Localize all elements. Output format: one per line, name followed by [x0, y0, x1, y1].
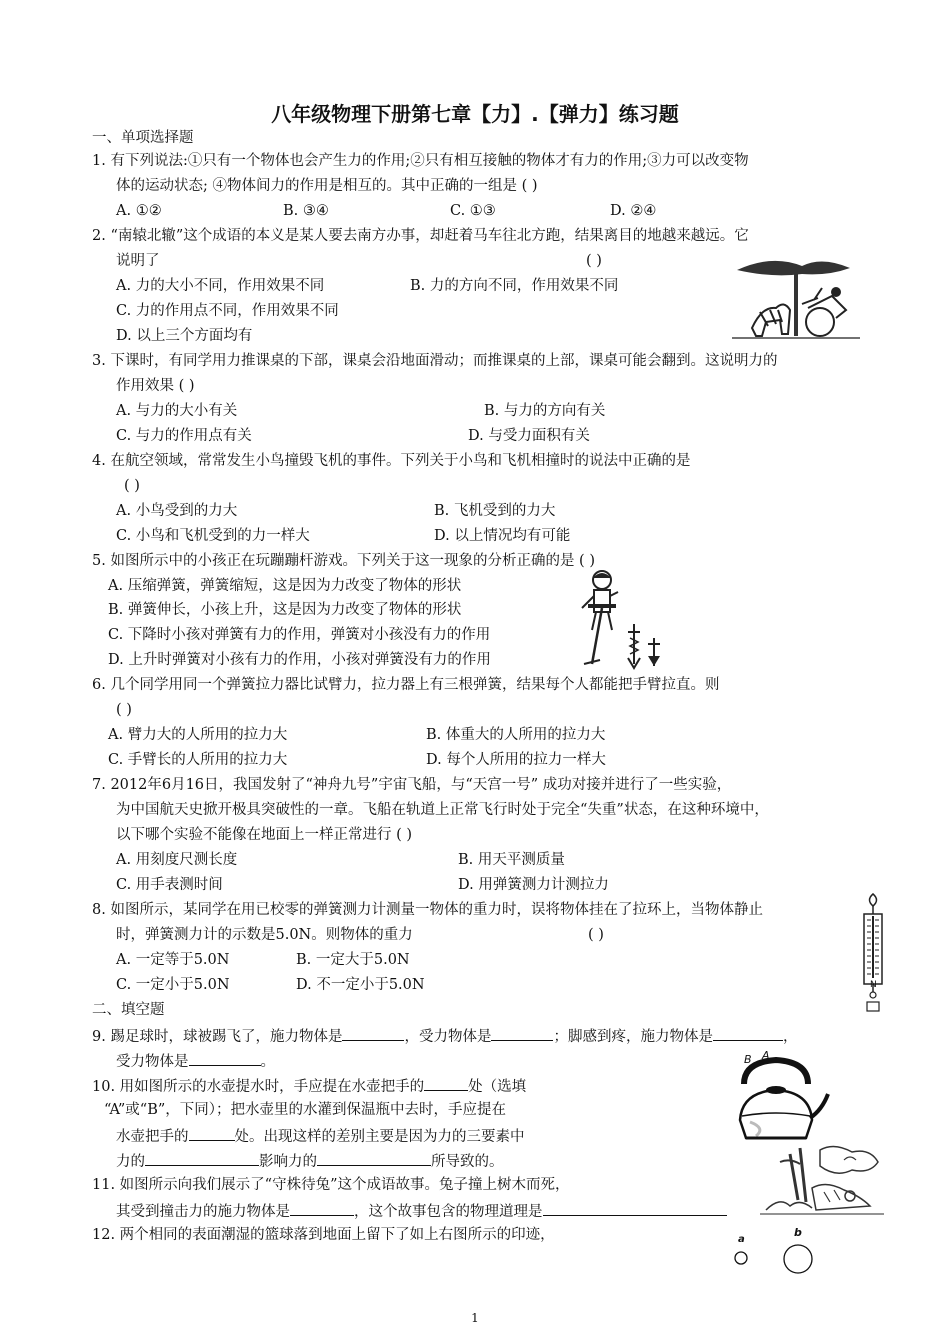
question-5-option-a: A. 压缩弹簧，弹簧缩短，这是因为力改变了物体的形状: [108, 578, 462, 594]
question-9-text-3: ；脚感到疼，施力物体是: [553, 1029, 713, 1045]
question-2-option-a: A. 力的大小不同，作用效果不同: [116, 278, 325, 294]
question-10-line-4: [116, 1150, 504, 1172]
question-9-text-4: ，: [782, 1029, 798, 1045]
question-5-option-b: B. 弹簧伸长，小孩上升，这是因为力改变了物体的形状: [108, 602, 462, 618]
question-3-option-c: C. 与力的作用点有关: [116, 428, 252, 444]
question-10-text-1: 10. 用如图所示的水壶提水时，手应提在水壶把手的: [92, 1079, 425, 1095]
question-7-line-3: 以下哪个实验不能像在地面上一样正常进行 ( ): [116, 827, 413, 843]
question-11-text-3: ，这个故事包含的物理道理是: [354, 1204, 543, 1220]
question-9-line-1: [92, 1025, 797, 1047]
kettle-label-b: B: [744, 1053, 752, 1066]
spring-scale-unit-label: N: [870, 980, 877, 990]
ball-label-a: a: [738, 1234, 745, 1245]
section-heading-fill: 二、填空题: [92, 1002, 165, 1018]
question-8-line-2: 时，弹簧测力计的示数是5.0N。则物体的重力: [116, 927, 413, 943]
question-8-option-a: A. 一定等于5.0N: [116, 952, 230, 968]
ball-label-b: b: [794, 1226, 802, 1239]
question-8-option-c: C. 一定小于5.0N: [116, 977, 230, 993]
blank-10-4[interactable]: [317, 1150, 431, 1166]
question-4-option-d: D. 以上情况均有可能: [434, 528, 571, 544]
question-7-option-a: A. 用刻度尺测长度: [116, 852, 238, 868]
blank-9-2[interactable]: [491, 1025, 553, 1041]
question-6-option-c: C. 手臂长的人所用的拉力大: [108, 752, 288, 768]
question-6-option-a: A. 臂力大的人所用的拉力大: [108, 727, 288, 743]
kettle-label-a: A: [762, 1049, 770, 1062]
question-3-option-b: B. 与力的方向有关: [484, 403, 606, 419]
question-9-text-2: ，受力物体是: [404, 1029, 492, 1045]
question-6-answer-paren: ( ): [116, 702, 132, 718]
blank-11-1[interactable]: [290, 1200, 354, 1216]
question-11-line-1: 11. 如图所示向我们展示了“守株待兔”这个成语故事。兔子撞上树木而死，: [92, 1177, 570, 1193]
question-11-line-2: [116, 1200, 727, 1222]
question-9-text-5: 受力物体是: [116, 1054, 189, 1070]
question-4-option-a: A. 小鸟受到的力大: [116, 503, 238, 519]
blank-9-1[interactable]: [342, 1025, 404, 1041]
question-3-line-1: 3. 下课时，有同学用力推课桌的下部，课桌会沿地面滑动；而推课桌的上部，课桌可能会翻到。这说明力的: [92, 353, 778, 369]
question-7-option-c: C. 用手表测时间: [116, 877, 223, 893]
question-10-text-7: 影响力的: [259, 1154, 317, 1170]
question-6-option-b: B. 体重大的人所用的拉力大: [426, 727, 606, 743]
question-1-option-d: D. ②④: [610, 203, 657, 219]
blank-9-4[interactable]: [189, 1050, 261, 1066]
question-9-text-1: 9. 踢足球时，球被踢飞了，施力物体是: [92, 1029, 343, 1045]
question-8-line-1: 8. 如图所示，某同学在用已校零的弹簧测力计测量一物体的重力时，误将物体挂在了拉环上，当物体静止: [92, 902, 763, 918]
question-5-line-1: 5. 如图所示中的小孩正在玩蹦蹦杆游戏。下列关于这一现象的分析正确的是 ( ): [92, 553, 595, 569]
pogo-stick-illustration: [578, 568, 668, 670]
question-8-answer-paren: ( ): [588, 927, 604, 943]
question-3-option-a: A. 与力的大小有关: [116, 403, 238, 419]
question-9-text-6: 。: [260, 1054, 275, 1070]
question-2-option-d: D. 以上三个方面均有: [116, 328, 253, 344]
question-12-line-1: 12. 两个相同的表面潮湿的篮球落到地面上留下了如上右图所示的印迹，: [92, 1227, 555, 1243]
question-10-text-5: 处。出现这样的差别主要是因为力的三要素中: [234, 1129, 525, 1145]
question-7-option-d: D. 用弹簧测力计测拉力: [458, 877, 609, 893]
question-8-option-b: B. 一定大于5.0N: [296, 952, 410, 968]
blank-10-2[interactable]: [189, 1125, 235, 1141]
question-10-text-4: 水壶把手的: [116, 1129, 189, 1145]
page-title: 八年级物理下册第七章【力】.【弹力】练习题: [271, 102, 679, 126]
question-11-text-2: 其受到撞击力的施力物体是: [116, 1204, 290, 1220]
blank-10-1[interactable]: [424, 1075, 468, 1091]
question-9-line-2: [116, 1050, 275, 1072]
blank-11-2[interactable]: [543, 1200, 727, 1216]
question-6-line-1: 6. 几个同学用同一个弹簧拉力器比试臂力，拉力器上有三根弹簧，结果每个人都能把手臂拉直。则: [92, 677, 720, 693]
question-10-line-2: “A”或“B”，下同）；把水壶里的水灌到保温瓶中去时，手应提在: [104, 1102, 507, 1118]
section-heading-choice: 一、单项选择题: [92, 130, 194, 146]
question-2-option-c: C. 力的作用点不同，作用效果不同: [116, 303, 339, 319]
spring-scale-illustration: [858, 892, 888, 1014]
question-1-option-c: C. ①③: [450, 203, 496, 219]
question-6-option-d: D. 每个人所用的拉力一样大: [426, 752, 606, 768]
question-4-option-c: C. 小鸟和飞机受到的力一样大: [116, 528, 310, 544]
carriage-illustration: [732, 248, 860, 344]
question-5-option-c: C. 下降时小孩对弹簧有力的作用，弹簧对小孩没有力的作用: [108, 627, 491, 643]
question-3-option-d: D. 与受力面积有关: [468, 428, 590, 444]
blank-10-3[interactable]: [145, 1150, 259, 1166]
page-number: 1: [471, 1311, 479, 1325]
question-10-text-2: 处（选填: [468, 1079, 527, 1095]
question-1-line-2: 体的运动状态; ④物体间力的作用是相互的。其中正确的一组是 ( ): [116, 178, 538, 194]
question-10-text-8: 所导致的。: [431, 1154, 504, 1170]
question-7-option-b: B. 用天平测质量: [458, 852, 565, 868]
question-2-option-b: B. 力的方向不同，作用效果不同: [410, 278, 619, 294]
question-10-text-6: 力的: [116, 1154, 145, 1170]
ball-imprints-figure: [732, 1244, 816, 1276]
question-2-answer-paren: ( ): [586, 253, 602, 269]
question-4-line-1: 4. 在航空领域，常常发生小鸟撞毁飞机的事件。下列关于小鸟和飞机相撞时的说法中正确的是: [92, 453, 691, 469]
question-10-line-3: [116, 1125, 525, 1147]
rabbit-tree-illustration: [760, 1144, 884, 1220]
question-2-line-1: 2. “南辕北辙”这个成语的本义是某人要去南方办事，却赶着马车往北方跑，结果离目的地越来越远。它: [92, 228, 749, 244]
question-2-line-2: 说明了: [116, 253, 160, 269]
blank-9-3[interactable]: [713, 1025, 783, 1041]
question-4-answer-paren: ( ): [124, 478, 140, 494]
question-1-line-1: 1. 有下列说法:①只有一个物体也会产生力的作用;②只有相互接触的物体才有力的作用;③力可以改变物: [92, 153, 749, 169]
question-4-option-b: B. 飞机受到的力大: [434, 503, 556, 519]
question-7-line-2: 为中国航天史掀开极具突破性的一章。飞船在轨道上正常飞行时处于完全“失重”状态，在这种环境中，: [116, 802, 769, 818]
question-1-option-b: B. ③④: [283, 203, 329, 219]
question-3-line-2: 作用效果 ( ): [116, 378, 195, 394]
question-1-option-a: A. ①②: [116, 203, 162, 219]
question-5-option-d: D. 上升时弹簧对小孩有力的作用，小孩对弹簧没有力的作用: [108, 652, 491, 668]
question-8-option-d: D. 不一定小于5.0N: [296, 977, 425, 993]
question-7-line-1: 7. 2012年6月16日，我国发射了“神舟九号”宇宙飞船，与“天宫一号” 成功对接并进行了一些实验，: [92, 777, 732, 793]
question-10-line-1: [92, 1075, 526, 1097]
